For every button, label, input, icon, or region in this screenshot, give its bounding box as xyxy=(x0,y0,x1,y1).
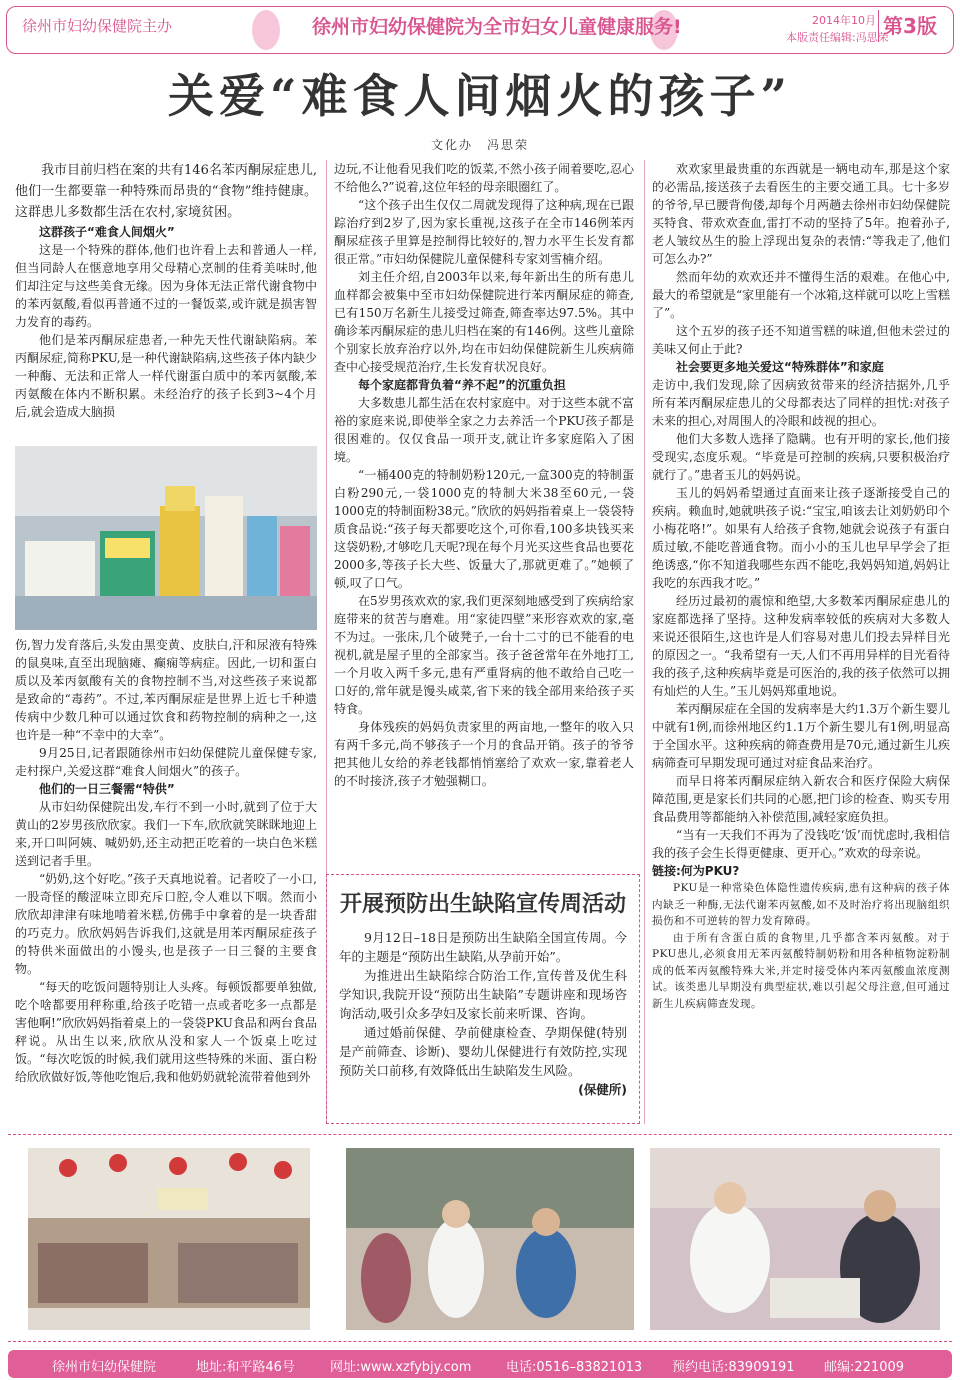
paragraph: 这是一个特殊的群体,他们也许看上去和普通人一样,但当同龄人在惬意地享用父母精心烹制的佳肴美味时,他们却注定与这些美食无缘。因为身体无法正常代谢食物中的苯丙氨酸,看似再普通不过的一餐饭菜,或许就是损害智力发育的毒药。 xyxy=(15,243,317,329)
pku-food-photo xyxy=(15,446,317,630)
section-heading: 每个家庭都背负着“养不起”的沉重负担 xyxy=(358,378,566,392)
page-number: 第3版 xyxy=(878,10,941,42)
footer-postcode: 邮编:221009 xyxy=(824,1360,905,1375)
article-title: 关爱“难食人间烟火的孩子” xyxy=(168,69,792,123)
paragraph: 由于所有含蛋白质的食物里,几乎都含苯丙氨酸。对于PKU患儿,必须食用无苯丙氨酸特制奶粉和用各种植物淀粉制成的低苯丙氨酸特殊大米,并定时接受体内苯丙氨酸血浓度测试。该类患儿早期没有典型症状,难以引起父母注意,但可通过新生儿疾病筛查发现。 xyxy=(652,931,950,1010)
section-heading: 社会要更多地关爱这“特殊群体”和家庭 xyxy=(676,360,884,374)
footer-website: 网址:www.xzfybjy.com xyxy=(330,1360,472,1375)
lecture-hall-photo xyxy=(28,1148,310,1330)
paragraph: “每天的吃饭问题特别让人头疼。每顿饭都要单独做,吃个啥都要用秤称重,给孩子吃错一点或者吃多一点都是害他啊!”欣欣妈妈指着桌上的一袋袋PKU食品和两台食品秤说。从出生以来,欣欣从没和家人一个饭桌上吃过饭。“每次吃饭的时候,我们就用这些特殊的米面、蛋白粉给欣欣做好饭,等他吃饱后,我和他奶奶就轮流带着他到外 xyxy=(15,980,317,1084)
paragraph: 苯丙酮尿症在全国的发病率是大约1.3万个新生婴儿中就有1例,而徐州地区约1.1万个新生婴儿有1例,明显高于全国水平。这种疾病的筛查费用是70元,通过新生儿疾病筛查可早期发现可通过对症食品来治疗。 xyxy=(652,702,950,770)
paragraph: “奶奶,这个好吃。”孩子天真地说着。记者咬了一小口,一股奇怪的酸涩味立即充斥口腔,令人难以下咽。然而小欣欣却津津有味地啃着米糕,仿佛手中拿着的是一块香甜的巧克力。欣欣妈妈告诉我们,这就是用苯丙酮尿症孩子的特供米面做出的小馒头,也是孩子一日三餐的主要食物。 xyxy=(15,872,317,976)
birth-defect-week-box xyxy=(326,874,640,1124)
footer-address: 地址:和平路46号 xyxy=(196,1360,295,1375)
paragraph: 玉儿的妈妈希望通过直面来让孩子逐渐接受自己的疾病。赖血时,她就哄孩子说:“宝宝,咱该去让刘奶奶印个小梅花咯!”。如果有人给孩子食物,她就会说孩子有蛋白质过敏,不能吃普通食物。而小小的玉儿也早早学会了拒绝诱惑,“你不知道我哪些东西不能吃,我妈妈知道,妈妈让我吃的东西我才吃。” xyxy=(652,486,950,590)
article-byline: 文化办 冯思荣 xyxy=(430,138,529,152)
consultation-photo xyxy=(346,1148,634,1330)
paragraph: 9月12日–18日是预防出生缺陷全国宣传周。今年的主题是“预防出生缺陷,从孕前开始”。 xyxy=(339,930,627,964)
pku-explainer xyxy=(652,880,950,1012)
paragraph: 边玩,不让他看见我们吃的饭菜,不然小孩子闹着要吃,忍心不给他么?”说着,这位年轻的母亲眼圈红了。 xyxy=(334,162,634,194)
paragraph: 我市目前归档在案的共有146名苯丙酮尿症患儿,他们一生都要靠一种特殊而昂贵的“食物”维持健康。这群患儿多数都生活在农村,家境贫困。 xyxy=(15,163,317,220)
footer-hospital: 徐州市妇幼保健院 xyxy=(52,1360,157,1375)
paragraph: 通过婚前保健、孕前健康检查、孕期保健(特别是产前筛查、诊断)、婴幼儿保健进行有效防控,实现预防关口前移,有效降低出生缺陷发生风险。 xyxy=(339,1025,627,1078)
paragraph: 从市妇幼保健院出发,车行不到一小时,就到了位于大黄山的2岁男孩欣欣家。我们一下车,欣欣就笑眯眯地迎上来,开口叫阿姨、喊奶奶,还主动把正吃着的一块白色米糕送到记者手里。 xyxy=(15,800,317,868)
box-signature: (保健所) xyxy=(578,1082,627,1097)
paragraph: 伤,智力发育落后,头发由黑变黄、皮肤白,汗和尿液有特殊的鼠臭味,直至出现脑瘫、癫痫等病症。因此,一切和蛋白质以及苯丙氨酸有关的食物控制不当,对这些孩子来说都是致命的“毒药”。不过,苯丙酮尿症是世界上近七千种遗传病中少数几种可以通过饮食和药物控制的病种之一,这也许是一种“不幸中的大幸”。 xyxy=(15,638,317,742)
paragraph: PKU是一种常染色体隐性遗传疾病,患有这种病的孩子体内缺乏一种酶,无法代谢苯丙氨酸,如不及时治疗将出现脑组织损伤和不可逆转的智力发育障碍。 xyxy=(652,882,950,927)
doctor-consultation-illustration xyxy=(650,1148,940,1330)
article-column-1-bottom xyxy=(15,636,317,1086)
paragraph: 走访中,我们发现,除了因病致贫带来的经济拮据外,几乎所有苯丙酮尿症患儿的父母都表达了同样的担忧:对孩子未来的担心,对周围人的冷眼和歧视的担心。 xyxy=(652,378,950,428)
section-heading: 他们的一日三餐需“特供” xyxy=(39,782,175,796)
paragraph: 他们是苯丙酮尿症患者,一种先天性代谢缺陷病。苯丙酮尿症,简称PKU,是一种代谢缺陷病,这些孩子体内缺少一种酶、无法和正常人一样代谢蛋白质中的苯丙氨酸,苯丙氨酸在体内不断积累。未经治疗的孩子长到3~4个月后,就会造成大脑损 xyxy=(15,333,317,419)
issue-date: 2014年10月 xyxy=(812,14,876,27)
link-heading: 链接:何为PKU? xyxy=(652,864,740,878)
consultation-illustration xyxy=(346,1148,634,1330)
paragraph: “这个孩子出生仅仅二周就发现得了这种病,现在已跟踪治疗到2岁了,因为家长重视,这孩子在全市146例苯丙酮尿症孩子里算是控制得比较好的,智力水平生长发育都很正常。”市妇幼保健院儿童保健科专家刘雪楠介绍。 xyxy=(334,198,634,266)
paragraph: 刘主任介绍,自2003年以来,每年新出生的所有患儿血样都会被集中至市妇幼保健院进行苯丙酮尿症的筛查,已有150万名新生儿接受过筛查,筛查率达97.5%。其中确诊苯丙酮尿症的患儿归档在案的有146例。这些儿童除个别家长放弃治疗以外,均在市妇幼保健院新生儿疾病筛查中心接受规范治疗,生长发育状况良好。 xyxy=(334,270,634,374)
article-column-3 xyxy=(652,160,950,1012)
paragraph: 身体残疾的妈妈负责家里的两亩地,一整年的收入只有两千多元,尚不够孩子一个月的食品开销。孩子的爷爷把其他儿女给的养老钱都悄悄塞给了欢欢一家,靠着老人的不时接济,孩子才勉强糊口。 xyxy=(334,720,634,788)
section-heading: 这群孩子“难食人间烟火” xyxy=(39,225,175,239)
paragraph: 经历过最初的震惊和绝望,大多数苯丙酮尿症患儿的家庭都选择了坚持。这种发病率较低的疾病对大多数人来说还很陌生,这也许是人们容易对患儿们投去异样目光的原因之一。“我希望有一天,人们不再用异样的目光看待我的孩子,这种疾病毕竟是可医治的,我的孩子依然可以拥有灿烂的人生。”玉儿妈妈郑重地说。 xyxy=(652,594,950,698)
page-footer xyxy=(8,1350,952,1378)
article-column-1-top xyxy=(15,160,317,421)
footer-booking: 预约电话:83909191 xyxy=(672,1360,795,1375)
paragraph: “一桶400克的特制奶粉120元,一盒300克的特制蛋白粉290元,一袋1000克的特制大米38至60元,一袋1000克的特制面粉38元。”欣欣的妈妈指着桌上一袋袋特质食品说:“孩子每天都要吃这个,可你看,100多块钱买来这袋奶粉,才够吃几天呢?现在每个月光买这些食品也要花2000多,等孩子长大些、饭量大了,那就更难了。”她顿了顿,叹了口气。 xyxy=(334,468,634,590)
column-divider xyxy=(644,160,645,1124)
lecture-hall-illustration xyxy=(28,1148,310,1330)
paragraph: 欢欢家里最贵重的东西就是一辆电动车,那是这个家的必需品,接送孩子去看医生的主要交通工具。七十多岁的爷爷,早已腰背佝偻,却每个月两趟去徐州市妇幼保健院买特食、带欢欢查血,雷打不动的坚持了5年。抱着孙子,老人皱纹丛生的脸上浮现出复杂的表情:“等我走了,他们可怎么办?” xyxy=(652,162,950,266)
paragraph: 然而年幼的欢欢还并不懂得生活的艰难。在他心中,最大的希望就是“家里能有一个冰箱,这样就可以吃上雪糕了”。 xyxy=(652,270,950,320)
header-slogan: 徐州市妇幼保健院为全市妇女儿童健康服务! xyxy=(312,16,682,38)
paragraph: 在5岁男孩欢欢的家,我们更深刻地感受到了疾病给家庭带来的贫苦与磨难。用“家徒四壁”来形容欢欢的家,毫不为过。一张床,几个破凳子,一台十二寸的已不能看的电视机,就是屋子里的全部家当。孩子爸爸常年在外地打工,一个月收入两千多元,患有严重肾病的他不敢给自己吃一口好的,常年就是馒头咸菜,省下来的钱全部用来给孩子买特食。 xyxy=(334,594,634,716)
paragraph: 他们大多数人选择了隐瞒。也有开明的家长,他们接受现实,态度乐观。“毕竟是可控制的疾病,只要积极治疗就行了。”患者玉儿的妈妈说。 xyxy=(652,432,950,482)
paragraph: 这个五岁的孩子还不知道雪糕的味道,但他未尝过的美味又何止于此? xyxy=(652,324,950,356)
paragraph: 为推进出生缺陷综合防治工作,宣传普及优生科学知识,我院开设“预防出生缺陷”专题讲座和现场咨询活动,吸引众多孕妇及家长前来听课、咨询。 xyxy=(339,968,627,1021)
footer-phone: 电话:0516–83821013 xyxy=(506,1360,643,1375)
box-title: 开展预防出生缺陷宣传周活动 xyxy=(339,891,626,917)
mother-child-logo-left xyxy=(252,10,280,50)
pku-food-illustration xyxy=(15,446,317,630)
paragraph: “当有一天我们不再为了没钱吃‘饭’而忧虑时,我相信我的孩子会生长得更健康、更开心。”欢欢的母亲说。 xyxy=(652,828,950,860)
page-editor: 本版责任编辑:冯思荣 xyxy=(786,31,889,44)
header-organizer: 徐州市妇幼保健院主办 xyxy=(22,17,173,35)
paragraph: 而早日将苯丙酮尿症纳入新农合和医疗保险大病保障范围,更是家长们共同的心愿,把门诊的检查、购买专用食品费用等都能纳入补偿范围,减轻家庭负担。 xyxy=(652,774,950,824)
article-column-2 xyxy=(334,160,634,790)
paragraph: 大多数患儿都生活在农村家庭中。对于这些本就不富裕的家庭来说,即使举全家之力去养活一个PKU孩子都是很困难的。仅仅食品一项开支,就让许多家庭陷入了困境。 xyxy=(334,396,635,464)
doctor-consultation-photo xyxy=(650,1148,940,1330)
paragraph: 9月25日,记者跟随徐州市妇幼保健院儿童保健专家,走村探户,关爱这群“难食人间烟火”的孩子。 xyxy=(15,746,317,778)
